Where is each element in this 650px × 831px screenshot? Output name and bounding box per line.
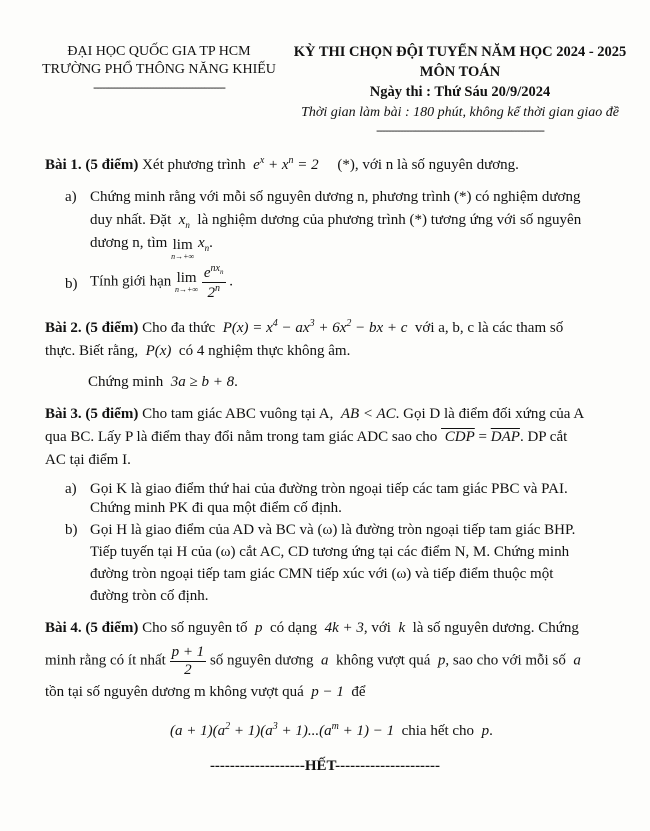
bai2-polynomial: $P(x) = x^4 - ax^3 + 6x^2$ − bx + c bbox=[218, 318, 412, 336]
bai1-a-l2a: duy nhất. Đặt bbox=[90, 212, 172, 228]
bai3-ineq: AB < AC bbox=[337, 406, 396, 422]
bai3-line2: qua BC. Lấy P là điểm thay đổi nằm trong tam giác ADC sao cho CDP = $\overline{DAP}$. DP cắt bbox=[45, 429, 568, 445]
end-marker: -------------------HẾT--------------------- bbox=[209, 758, 441, 774]
bai4-fraction: $\frac{p + 1}{2}$ bbox=[171, 644, 205, 678]
bai4-title: Bài 4. (5 điểm) bbox=[45, 620, 139, 636]
bai1-title: Bài 1. (5 điểm) bbox=[45, 157, 139, 173]
bai4-l3b: để bbox=[351, 684, 366, 700]
bai3-l1a: Cho tam giác ABC vuông tại A, bbox=[142, 406, 334, 422]
bai2-Px: P(x) bbox=[141, 343, 176, 359]
bai4-line1 bbox=[45, 620, 579, 637]
bai4-form: 4k + 3 bbox=[320, 620, 364, 636]
bai1-lim-xn: lim n→+∞ bbox=[171, 237, 195, 261]
bai4-k: k bbox=[394, 620, 409, 636]
bai2-line3: Chứng minh 3a ≥ b + 8. bbox=[88, 374, 238, 390]
bai3-arc-cdp: CDP bbox=[441, 429, 475, 445]
bai4-l2d: , sao cho với mỗi số bbox=[445, 652, 566, 669]
bai3-a-label: a) bbox=[65, 481, 77, 497]
bai1-a-label: a) bbox=[65, 189, 77, 205]
exam-duration: Thời gian làm bài : 180 phút, không kể thời gian giao đề bbox=[301, 105, 619, 120]
bai3-line1 bbox=[45, 406, 584, 423]
bai3-a-l1: Gọi K là giao điểm thứ hai của đường tròn ngoại tiếp các tam giác PBC và PAI. bbox=[90, 481, 568, 497]
bai3-b-l2: Tiếp tuyến tại H của (ω) cắt AC, CD tương ứng tại các điểm N, M. Chứng minh bbox=[90, 544, 570, 560]
bai4-l2a: minh rằng có ít nhất bbox=[45, 652, 166, 669]
header-exam-right bbox=[270, 44, 650, 138]
bai3-b-l3: đường tròn ngoại tiếp tam giác CMN tiếp xúc với (ω) và tiếp điểm thuộc một bbox=[90, 566, 554, 582]
bai2-l2a: thực. Biết rằng, bbox=[45, 343, 139, 359]
bai1-line1 bbox=[45, 155, 519, 174]
bai4-p: p bbox=[251, 620, 267, 636]
bai1-equation: $e^x + x^n = 2$ bbox=[249, 155, 334, 173]
bai4-line4: $(a + 1)(a^2 + 1)(a^3 + 1)...(a^m + 1) - 1$ chia hết cho p. bbox=[170, 721, 493, 739]
bai4-l2c: không vượt quá bbox=[336, 652, 431, 669]
bai1-b-label: b) bbox=[65, 276, 78, 292]
bai4-l1c: , với bbox=[363, 620, 391, 636]
bai1-a-l3: dương n, tìm lim n→+∞ $x_n$. bbox=[90, 235, 213, 261]
header-university: ĐẠI HỌC QUỐC GIA TP HCM bbox=[67, 44, 251, 59]
bai4-line3 bbox=[45, 684, 366, 701]
bai3-l2a: qua BC. Lấy P là điểm thay đổi nằm trong tam giác ADC sao cho bbox=[45, 429, 438, 445]
bai4-l1b: có dạng bbox=[270, 620, 318, 636]
bai4-l1a: Cho số nguyên tố bbox=[142, 620, 248, 636]
bai4-a2: a bbox=[569, 652, 581, 669]
bai4-l4: chia hết cho bbox=[401, 723, 475, 739]
subject-title: MÔN TOÁN bbox=[419, 64, 501, 80]
bai2-l1b: với a, b, c là các tham số bbox=[414, 320, 564, 336]
bai3-arc-dap: $\overline{DAP}$ bbox=[490, 429, 520, 445]
bai3-title: Bài 3. (5 điểm) bbox=[45, 406, 139, 422]
bai3-b-l4: đường tròn cố định. bbox=[90, 588, 209, 604]
bai1-lim: lim n→+∞ bbox=[175, 269, 199, 294]
header-right-rule: -------------------------------------------------------- bbox=[376, 123, 544, 137]
bai1-a-l1: Chứng minh rằng với mỗi số nguyên dương n, phương trình (*) có nghiệm dương bbox=[90, 189, 581, 205]
bai3-b-l1: Gọi H là giao điểm của AD và BC và (ω) là đường tròn ngoại tiếp tam giác BHP. bbox=[90, 522, 576, 538]
bai4-product: $(a + 1)(a^2 + 1)(a^3 + 1)...(a^m + 1) - 1$ bbox=[170, 721, 398, 739]
bai4-p3: p bbox=[477, 723, 490, 739]
bai1-a-l2b: là nghiệm dương của phương trình (*) tương ứng với số nguyên bbox=[197, 212, 582, 228]
bai1-xn: $x_n$ bbox=[174, 212, 190, 230]
bai4-a: a bbox=[317, 652, 333, 669]
bai3-l2b: . DP cắt bbox=[519, 429, 568, 445]
bai1-b-text: Tính giới hạn bbox=[90, 273, 172, 290]
bai2-line1 bbox=[45, 318, 563, 337]
bai4-l2b: số nguyên dương bbox=[209, 652, 314, 669]
bai1-a-l2 bbox=[90, 212, 581, 230]
bai2-l3: Chứng minh bbox=[88, 374, 164, 390]
bai3-a-l2: Chứng minh PK đi qua một điểm cố định. bbox=[90, 500, 342, 516]
header-school: TRƯỜNG PHỔ THÔNG NĂNG KHIẾU bbox=[42, 62, 276, 77]
bai3-b-label: b) bbox=[65, 522, 78, 538]
bai1-b-line: Tính giới hạn lim n→+∞ $\frac{e^{nx_n}}{2^n}$ . bbox=[90, 263, 233, 301]
bai2-l2b: có 4 nghiệm thực không âm. bbox=[178, 343, 351, 359]
bai4-p2: p bbox=[434, 652, 446, 669]
bai4-l1d: là số nguyên dương. Chứng bbox=[412, 620, 579, 636]
bai1-intro: Xét phương trình bbox=[142, 157, 246, 173]
header-left-rule: -------------------------------------------- bbox=[93, 80, 225, 94]
bai4-l3a: tồn tại số nguyên dương m không vượt quá bbox=[45, 684, 304, 700]
bai1-a-l3-text: dương n, tìm bbox=[90, 235, 168, 251]
bai2-title: Bài 2. (5 điểm) bbox=[45, 320, 139, 336]
bai1-eq-mark: (*) bbox=[337, 157, 355, 173]
bai3-l1b: . Gọi D là điểm đối xứng của A bbox=[395, 406, 585, 422]
bai3-l3: AC tại điểm I. bbox=[45, 452, 131, 468]
exam-date: Ngày thi : Thứ Sáu 20/9/2024 bbox=[369, 84, 551, 100]
bai1-fraction: $\frac{e^{nx_n}}{2^n}$ bbox=[203, 263, 224, 301]
bai4-p-minus-1: p − 1 bbox=[307, 684, 348, 700]
bai2-line2 bbox=[45, 343, 350, 360]
bai2-l1a: Cho đa thức bbox=[142, 320, 216, 336]
bai2-inequality: 3a ≥ b + 8 bbox=[166, 374, 235, 390]
bai1-intro-tail: , với n là số nguyên dương. bbox=[354, 157, 519, 173]
exam-title: KỲ THI CHỌN ĐỘI TUYỂN NĂM HỌC 2024 - 2025 bbox=[293, 44, 627, 60]
bai4-line2 bbox=[45, 644, 581, 678]
